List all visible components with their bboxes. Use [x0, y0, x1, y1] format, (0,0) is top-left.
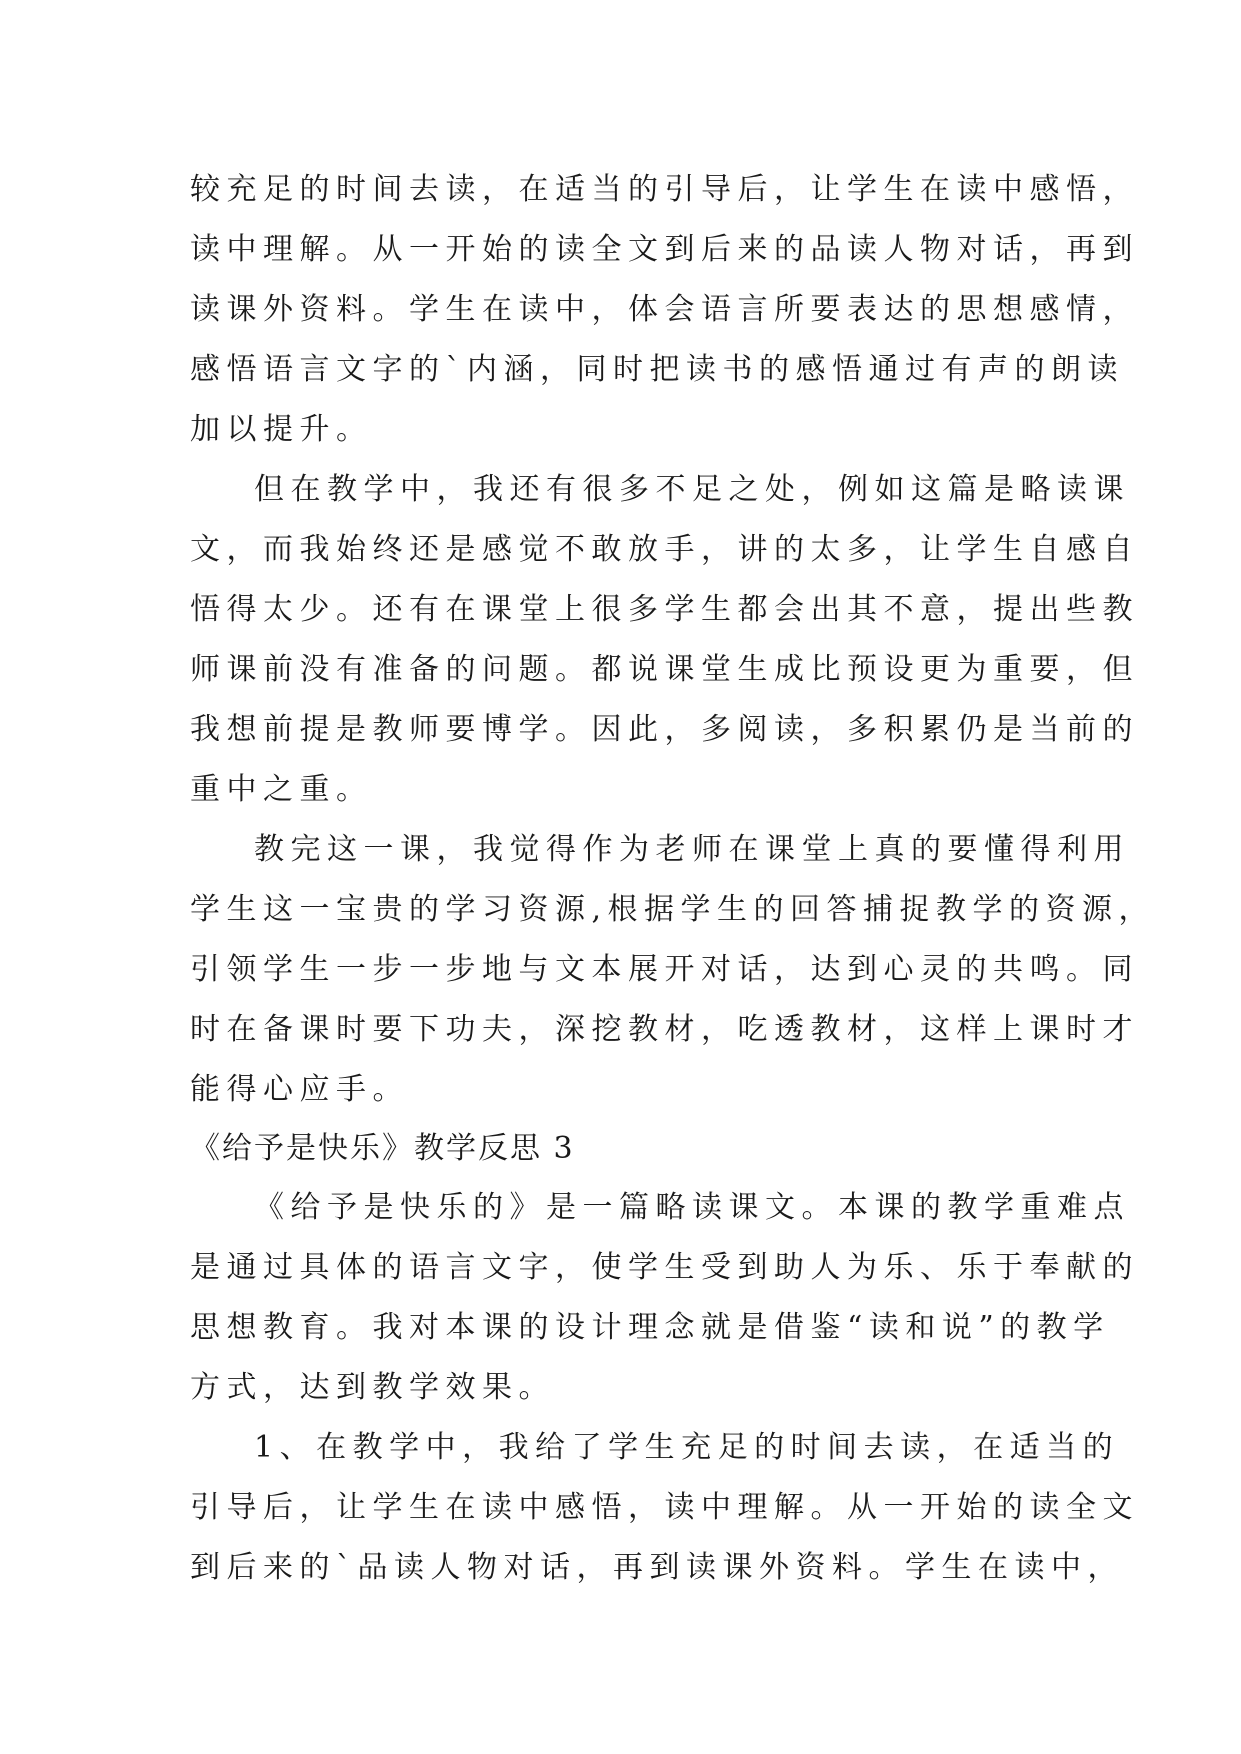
text-line: 方式，达到教学效果。 — [190, 1370, 555, 1405]
section-heading: 《给予是快乐》教学反思 3 — [190, 1131, 575, 1166]
text-line: 思想教育。我对本课的设计理念就是借鉴“读和说”的教学 — [190, 1310, 1110, 1345]
paragraph-start-line: 1、在教学中，我给了学生充足的时间去读，在适当的 — [254, 1430, 1120, 1465]
text-line: 引导后，让学生在读中感悟，读中理解。从一开始的读全文 — [190, 1490, 1139, 1525]
text-line: 到后来的`品读人物对话，再到读课外资料。学生在读中， — [190, 1550, 1124, 1585]
text-line: 是通过具体的语言文字，使学生受到助人为乐、乐于奉献的 — [190, 1250, 1139, 1285]
text-line: 较充足的时间去读，在适当的引导后，让学生在读中感悟， — [190, 172, 1139, 207]
text-line: 读中理解。从一开始的读全文到后来的品读人物对话，再到 — [190, 232, 1139, 267]
paragraph-start-line: 但在教学中，我还有很多不足之处，例如这篇是略读课 — [254, 472, 1130, 507]
text-line: 感悟语言文字的`内涵，同时把读书的感悟通过有声的朗读 — [190, 352, 1124, 387]
text-line: 加以提升。 — [190, 412, 373, 447]
text-line: 悟得太少。还有在课堂上很多学生都会出其不意，提出些教 — [190, 592, 1139, 627]
document-body — [190, 160, 1156, 1598]
text-line: 师课前没有准备的问题。都说课堂生成比预设更为重要，但 — [190, 652, 1139, 687]
text-line: 重中之重。 — [190, 772, 373, 807]
text-line: 能得心应手。 — [190, 1072, 409, 1107]
paragraph-start-line: 《给予是快乐的》是一篇略读课文。本课的教学重难点 — [254, 1190, 1130, 1225]
text-line: 学生这一宝贵的学习资源,根据学生的回答捕捉教学的资源， — [190, 892, 1156, 927]
text-line: 我想前提是教师要博学。因此，多阅读，多积累仍是当前的 — [190, 712, 1139, 747]
text-line: 引领学生一步一步地与文本展开对话，达到心灵的共鸣。同 — [190, 952, 1139, 987]
text-line: 文，而我始终还是感觉不敢放手，讲的太多，让学生自感自 — [190, 532, 1139, 567]
text-line: 时在备课时要下功夫，深挖教材，吃透教材，这样上课时才 — [190, 1012, 1139, 1047]
paragraph-start-line: 教完这一课，我觉得作为老师在课堂上真的要懂得利用 — [254, 832, 1130, 867]
text-line: 读课外资料。学生在读中，体会语言所要表达的思想感情， — [190, 292, 1139, 327]
